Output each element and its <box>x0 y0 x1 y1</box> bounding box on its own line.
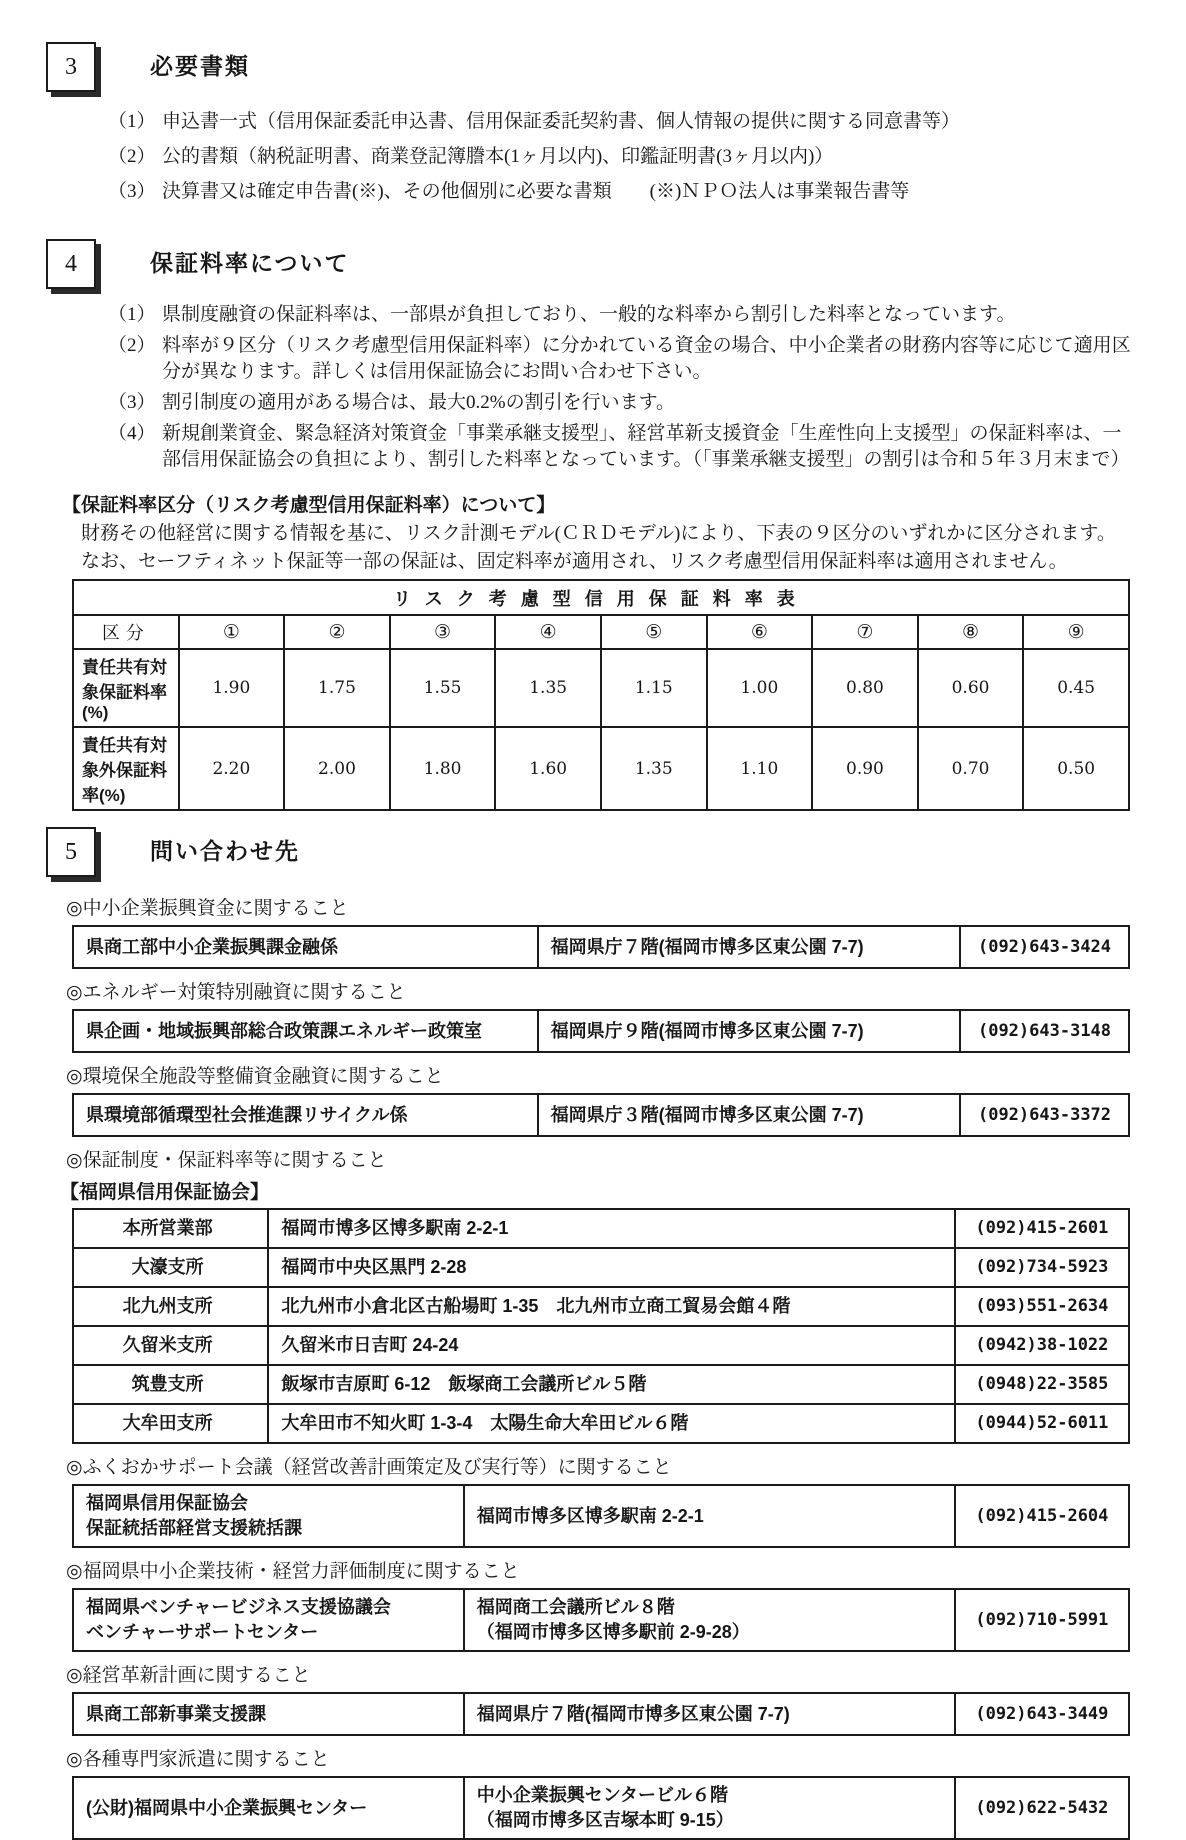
contact-table <box>72 1692 1130 1736</box>
section-5-header <box>46 827 1132 885</box>
col-header: ② <box>284 615 390 649</box>
contact-phone: (092)710-5991 <box>955 1589 1129 1651</box>
table-row <box>73 727 1129 810</box>
contact-name: 県商工部中小企業振興課金融係 <box>73 926 538 968</box>
branch-office-table <box>72 1208 1130 1444</box>
branch-address: 久留米市日吉町 24-24 <box>268 1326 954 1365</box>
rate-table-header-row <box>73 615 1129 649</box>
rate-value: 0.60 <box>918 649 1024 727</box>
contact-table <box>72 1776 1130 1840</box>
rate-note-body-2: なお、セーフティネット保証等一部の保証は、固定料率が適用され、リスク考慮型信用保証料率は適用されません。 <box>62 551 1068 572</box>
contact-phone: (092)415-2604 <box>955 1485 1129 1547</box>
contact-table <box>72 1009 1130 1053</box>
branch-address: 福岡市中央区黒門 2-28 <box>268 1248 954 1287</box>
col-header: ④ <box>495 615 601 649</box>
item-marker: （1） <box>108 304 156 325</box>
table-row <box>73 1777 1129 1839</box>
rate-table <box>72 579 1130 811</box>
item-marker: （2） <box>108 146 156 167</box>
rate-value: 0.80 <box>812 649 918 727</box>
contact-address <box>464 1589 955 1651</box>
contact-name <box>73 1485 464 1547</box>
branch-phone: (092)734-5923 <box>955 1248 1129 1287</box>
contact-address: 福岡県庁７階(福岡市博多区東公園 7-7) <box>538 926 960 968</box>
branch-name: 久留米支所 <box>73 1326 268 1365</box>
table-row <box>73 1404 1129 1443</box>
contact-address: 福岡県庁９階(福岡市博多区東公園 7-7) <box>538 1010 960 1052</box>
rate-value: 1.75 <box>284 649 390 727</box>
rate-value: 0.90 <box>812 727 918 810</box>
contact-name-line: 保証統括部経営支援統括課 <box>86 1518 302 1538</box>
section-4-title: 保証料率について <box>150 250 350 276</box>
section-4-number-box <box>46 239 96 289</box>
list-item <box>108 302 1132 328</box>
contact-group-heading: ◎福岡県中小企業技術・経営力評価制度に関すること <box>66 1561 520 1582</box>
contact-group-subheading: 【福岡県信用保証協会】 <box>60 1182 270 1203</box>
branch-phone: (092)415-2601 <box>955 1209 1129 1248</box>
list-item <box>108 390 1132 416</box>
section-5-title: 問い合わせ先 <box>150 838 300 864</box>
list-item <box>108 179 1132 205</box>
contact-name: 県企画・地域振興部総合政策課エネルギー政策室 <box>73 1010 538 1052</box>
item-text: 割引制度の適用がある場合は、最大0.2%の割引を行います。 <box>162 392 676 413</box>
col-header: ⑥ <box>707 615 813 649</box>
item-text: 料率が９区分（リスク考慮型信用保証料率）に分かれている資金の場合、中小企業者の財務内容等に応じて適用区分が異なります。詳しくは信用保証協会にお問い合わせ下さい。 <box>162 335 1131 382</box>
rate-note-body-1: 財務その他経営に関する情報を基に、リスク計測モデル(ＣＲＤモデル)により、下表の９区分のいずれかに区分されます。 <box>62 523 1116 544</box>
table-row <box>73 1094 1129 1136</box>
section-3-number-box <box>46 42 96 92</box>
rate-value: 1.55 <box>390 649 496 727</box>
item-text: 公的書類（納税証明書、商業登記簿謄本(1ヶ月以内)、印鑑証明書(3ヶ月以内)） <box>162 146 834 167</box>
contact-name-line: 福岡県信用保証協会 <box>86 1493 248 1513</box>
item-text: 申込書一式（信用保証委託申込書、信用保証委託契約書、個人情報の提供に関する同意書等） <box>162 111 961 132</box>
contact-phone: (092)643-3372 <box>960 1094 1129 1136</box>
table-row <box>73 1365 1129 1404</box>
contact-name-line: 福岡県ベンチャービジネス支援協議会 <box>86 1597 391 1617</box>
section-5-number: 5 <box>65 838 77 865</box>
table-row <box>73 926 1129 968</box>
list-item <box>108 421 1132 473</box>
item-text: 新規創業資金、緊急経済対策資金「事業承継支援型」、経営革新支援資金「生産性向上支援型」の保証料率は、一部信用保証協会の負担により、割引した料率となっています。（「事業承継支援型」の割引は令和５年３月末まで） <box>162 423 1130 470</box>
list-item <box>108 144 1132 170</box>
contact-group-heading: ◎経営革新計画に関すること <box>66 1665 311 1686</box>
branch-address: 飯塚市吉原町 6-12 飯塚商工会議所ビル５階 <box>268 1365 954 1404</box>
section-required-documents <box>46 42 1132 205</box>
contact-address-line: （福岡市博多区博多駅前 2-9-28） <box>476 1622 750 1642</box>
section-4-items <box>108 302 1132 473</box>
rate-value: 1.60 <box>495 727 601 810</box>
contact-address-line: 福岡商工会議所ビル８階 <box>476 1597 675 1617</box>
branch-name: 北九州支所 <box>73 1287 268 1326</box>
row-label: 責任共有対象保証料率(%) <box>73 649 179 727</box>
rate-value: 1.00 <box>707 649 813 727</box>
table-row <box>73 1010 1129 1052</box>
rate-value: 1.90 <box>179 649 285 727</box>
contact-group-heading: ◎環境保全施設等整備資金融資に関すること <box>66 1066 444 1087</box>
item-text: 県制度融資の保証料率は、一部県が負担しており、一般的な料率から割引した料率となっています。 <box>162 304 1016 325</box>
rate-classification-note <box>62 493 1132 575</box>
table-row <box>73 1209 1129 1248</box>
contact-table <box>72 1093 1130 1137</box>
item-text: 決算書又は確定申告書(※)、その他個別に必要な書類 (※)ＮＰＯ法人は事業報告書等 <box>162 181 910 202</box>
contact-name-line: ベンチャーサポートセンター <box>86 1622 319 1642</box>
row-label: 責任共有対象外保証料率(%) <box>73 727 179 810</box>
contact-phone: (092)643-3148 <box>960 1010 1129 1052</box>
contact-group-heading: ◎保証制度・保証料率等に関すること <box>66 1150 387 1171</box>
section-4-number: 4 <box>65 250 77 277</box>
col-header: ⑨ <box>1023 615 1129 649</box>
rate-value: 0.70 <box>918 727 1024 810</box>
branch-phone: (0942)38-1022 <box>955 1326 1129 1365</box>
table-row <box>73 1287 1129 1326</box>
rate-value: 1.80 <box>390 727 496 810</box>
contact-group-heading: ◎中小企業振興資金に関すること <box>66 898 349 919</box>
contact-address: 福岡市博多区博多駅南 2-2-1 <box>464 1485 955 1547</box>
branch-name: 大濠支所 <box>73 1248 268 1287</box>
contact-address: 福岡県庁３階(福岡市博多区東公園 7-7) <box>538 1094 960 1136</box>
col-header: ③ <box>390 615 496 649</box>
contact-table <box>72 925 1130 969</box>
table-row <box>73 1248 1129 1287</box>
section-3-header <box>46 42 1132 100</box>
col-header: ⑧ <box>918 615 1024 649</box>
branch-phone: (0944)52-6011 <box>955 1404 1129 1443</box>
list-item <box>108 109 1132 135</box>
contact-name: 県商工部新事業支援課 <box>73 1693 464 1735</box>
rate-value: 0.50 <box>1023 727 1129 810</box>
contact-group-heading: ◎各種専門家派遣に関すること <box>66 1749 330 1770</box>
branch-phone: (093)551-2634 <box>955 1287 1129 1326</box>
section-guarantee-rates <box>46 239 1132 473</box>
table-row <box>73 649 1129 727</box>
list-item <box>108 333 1132 385</box>
branch-address: 大牟田市不知火町 1-3-4 太陽生命大牟田ビル６階 <box>268 1404 954 1443</box>
branch-phone: (0948)22-3585 <box>955 1365 1129 1404</box>
item-marker: （4） <box>108 423 156 444</box>
rate-value: 1.35 <box>601 727 707 810</box>
section-contacts <box>46 827 1132 1840</box>
table-row <box>73 1485 1129 1547</box>
rate-table-title: リスク考慮型信用保証料率表 <box>73 580 1129 615</box>
section-3-number: 3 <box>65 53 77 80</box>
table-row <box>73 1693 1129 1735</box>
contact-phone: (092)643-3424 <box>960 926 1129 968</box>
contact-group-heading: ◎エネルギー対策特別融資に関すること <box>66 982 406 1003</box>
contact-name: 県環境部循環型社会推進課リサイクル係 <box>73 1094 538 1136</box>
contact-name <box>73 1589 464 1651</box>
contact-address <box>464 1777 955 1839</box>
table-row <box>73 1589 1129 1651</box>
col-header: ① <box>179 615 285 649</box>
rate-value: 1.10 <box>707 727 813 810</box>
rate-value: 2.00 <box>284 727 390 810</box>
item-marker: （3） <box>108 181 156 202</box>
section-4-header <box>46 239 1132 297</box>
contact-table <box>72 1484 1130 1548</box>
col-header: ⑦ <box>812 615 918 649</box>
rate-note-heading: 【保証料率区分（リスク考慮型信用保証料率）について】 <box>62 495 556 516</box>
section-3-items <box>108 109 1132 205</box>
contact-address: 福岡県庁７階(福岡市博多区東公園 7-7) <box>464 1693 955 1735</box>
contact-table <box>72 1588 1130 1652</box>
contact-address-line: 中小企業振興センタービル６階 <box>476 1785 728 1805</box>
branch-name: 本所営業部 <box>73 1209 268 1248</box>
rate-value: 2.20 <box>179 727 285 810</box>
contact-phone: (092)622-5432 <box>955 1777 1129 1839</box>
item-marker: （1） <box>108 111 156 132</box>
rate-table-title-row <box>73 580 1129 615</box>
rate-value: 1.35 <box>495 649 601 727</box>
contact-group-heading: ◎ふくおかサポート会議（経営改善計画策定及び実行等）に関すること <box>66 1457 672 1478</box>
branch-name: 筑豊支所 <box>73 1365 268 1404</box>
contact-name: (公財)福岡県中小企業振興センター <box>73 1777 464 1839</box>
table-row <box>73 1326 1129 1365</box>
section-5-number-box <box>46 827 96 877</box>
branch-address: 北九州市小倉北区古船場町 1-35 北九州市立商工貿易会館４階 <box>268 1287 954 1326</box>
section-3-title: 必要書類 <box>150 53 250 79</box>
rate-value: 1.15 <box>601 649 707 727</box>
contact-phone: (092)643-3449 <box>955 1693 1129 1735</box>
rate-value: 0.45 <box>1023 649 1129 727</box>
rate-table-corner: 区分 <box>73 615 179 649</box>
item-marker: （2） <box>108 335 156 356</box>
item-marker: （3） <box>108 392 156 413</box>
branch-name: 大牟田支所 <box>73 1404 268 1443</box>
contact-address-line: （福岡市博多区吉塚本町 9-15） <box>476 1810 734 1830</box>
col-header: ⑤ <box>601 615 707 649</box>
branch-address: 福岡市博多区博多駅南 2-2-1 <box>268 1209 954 1248</box>
